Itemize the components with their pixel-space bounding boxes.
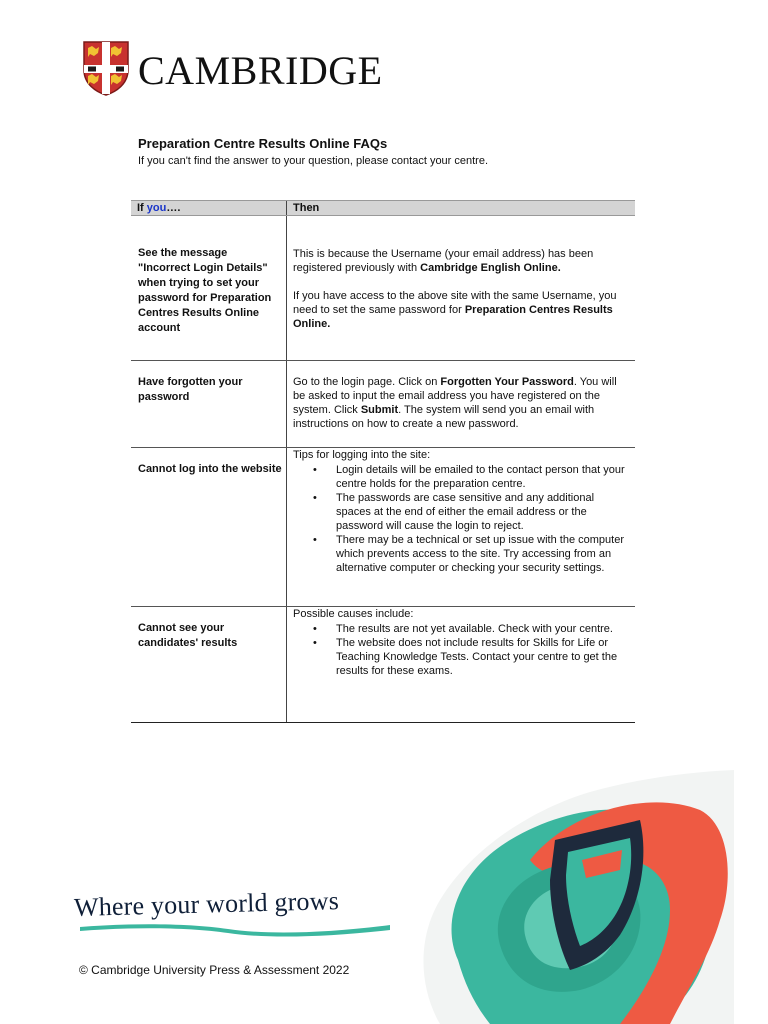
faq-header-if: If you…. xyxy=(131,201,287,215)
faq-row xyxy=(131,361,635,448)
faq-bullet: • There may be a technical or set up issue with the computer which prevents access to the site. Try accessing from an alternative computer or checking your security settings. xyxy=(293,533,627,575)
decorative-shield-artwork xyxy=(420,770,734,1024)
faq-answer-intro: Possible causes include: xyxy=(293,608,414,620)
faq-question: Cannot see your candidates' results xyxy=(131,607,287,722)
faq-question: Have forgotten your password xyxy=(131,361,287,447)
faq-row xyxy=(131,216,635,361)
faq-bullet-list xyxy=(293,463,627,575)
faq-answer-intro: Tips for logging into the site: xyxy=(293,449,431,461)
faq-answer: This is because the Username (your email address) has been registered previously with Cambridge English Online. If you have access to the above site with the same Username, you need to set the same password for Preparation Centres Results Online. xyxy=(293,248,617,330)
cambridge-shield-icon xyxy=(82,40,130,96)
faq-answer: Go to the login page. Click on Forgotten Your Password. You will be asked to input the email address you have registered on the system. Click Submit. The system will send you an email with instructions on how to create a new password. xyxy=(293,376,617,430)
tagline-underline-swash xyxy=(78,921,398,937)
faq-table xyxy=(131,200,635,723)
cambridge-logo xyxy=(82,40,383,96)
brand-wordmark: CAMBRIDGE xyxy=(138,48,383,93)
faq-answer xyxy=(287,448,635,606)
document-title: Preparation Centre Results Online FAQs xyxy=(138,136,388,151)
faq-bullet: • The website does not include results for Skills for Life or Teaching Knowledge Tests. Contact your centre to get the results for these exams. xyxy=(293,636,627,678)
faq-bullet-list xyxy=(293,622,627,678)
faq-bullet: • The results are not yet available. Check with your centre. xyxy=(293,622,627,636)
faq-header-then: Then xyxy=(293,202,320,214)
faq-question: Cannot log into the website xyxy=(131,448,287,606)
faq-bullet: • Login details will be emailed to the contact person that your centre holds for the preparation centre. xyxy=(293,463,627,491)
faq-row xyxy=(131,607,635,723)
copyright-notice: © Cambridge University Press & Assessment 2022 xyxy=(79,963,350,977)
faq-header-row xyxy=(131,200,635,216)
tagline-block xyxy=(73,886,394,939)
faq-row xyxy=(131,448,635,607)
faq-answer xyxy=(287,607,635,722)
faq-bullet: • The passwords are case sensitive and any additional spaces at the end of either the email address or the password will cause the login to reject. xyxy=(293,491,627,533)
tagline: Where your world grows xyxy=(73,886,340,922)
document-subtitle: If you can't find the answer to your question, please contact your centre. xyxy=(138,155,489,167)
faq-question: See the message "Incorrect Login Details" when trying to set your password for Preparation Centres Results Online account xyxy=(131,216,287,360)
